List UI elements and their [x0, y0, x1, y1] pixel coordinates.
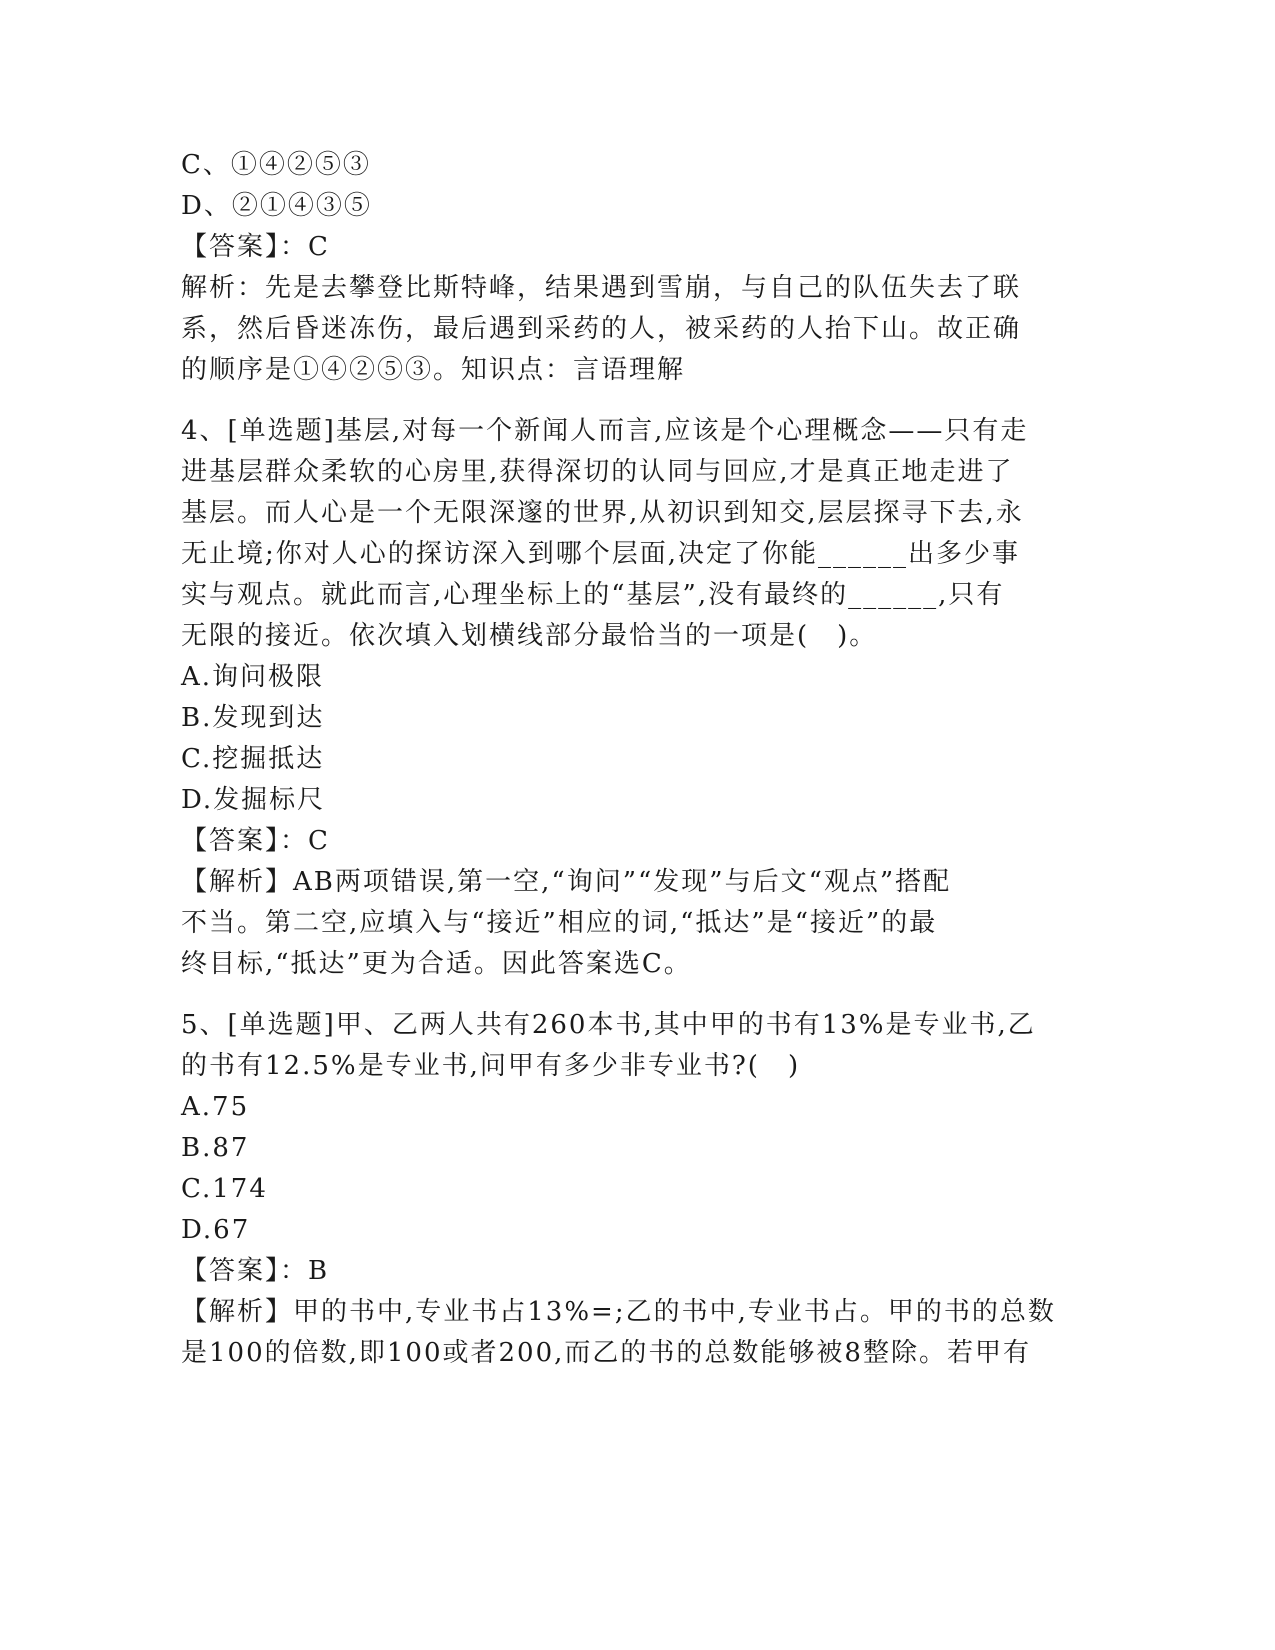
q5-analysis-line: 是100的倍数,即100或者200,而乙的书的总数能够被8整除。若甲有 — [181, 1338, 1031, 1368]
q4-option-b: B.发现到达 — [181, 703, 325, 733]
q4-analysis — [181, 862, 1041, 985]
q5-option-c: C.174 — [181, 1174, 268, 1204]
q4-option-c: C.挖掘抵达 — [181, 744, 325, 774]
q3-option-d: D、②①④③⑤ — [181, 191, 372, 221]
q4-analysis-line: 不当。第二空,应填入与“接近”相应的词,“抵达”是“接近”的最 — [181, 908, 938, 938]
document-page — [181, 145, 1056, 1374]
q5-stem — [181, 1005, 1041, 1087]
q4-stem-line: 4、[单选题]基层,对每一个新闻人而言,应该是个心理概念——只有走 — [181, 416, 1029, 446]
q5-analysis-line: 【解析】甲的书中,专业书占13%=;乙的书中,专业书占。甲的书的总数 — [181, 1297, 1056, 1327]
q4-analysis-line: 终目标,“抵达”更为合适。因此答案选C。 — [181, 949, 692, 979]
spacer — [181, 391, 1041, 411]
q5-answer: 【答案】：B — [181, 1256, 330, 1286]
q5-stem-line: 5、[单选题]甲、乙两人共有260本书,其中甲的书有13%是专业书,乙 — [181, 1010, 1036, 1040]
spacer — [181, 985, 1041, 1005]
q4-stem-line: 基层。而人心是一个无限深邃的世界,从初识到知交,层层探寻下去,永 — [181, 498, 1024, 528]
q4-analysis-line: 【解析】AB两项错误,第一空,“询问”“发现”与后文“观点”搭配 — [181, 867, 952, 897]
q4-answer: 【答案】：C — [181, 826, 330, 856]
question-5 — [181, 1005, 1056, 1374]
q3-analysis — [181, 268, 1041, 391]
q5-option-d: D.67 — [181, 1215, 251, 1245]
q4-stem-line: 进基层群众柔软的心房里,获得深切的认同与回应,才是真正地走进了 — [181, 457, 1014, 487]
question-4 — [181, 411, 1041, 985]
q3-analysis-line: 解析：先是去攀登比斯特峰，结果遇到雪崩，与自己的队伍失去了联 — [181, 273, 1022, 303]
q5-stem-line: 的书有12.5%是专业书,问甲有多少非专业书?( ) — [181, 1051, 801, 1081]
q5-analysis — [181, 1292, 1056, 1374]
q4-stem-line: 无止境;你对人心的探访深入到哪个层面,决定了你能______出多少事 — [181, 539, 1021, 569]
q5-option-b: B.87 — [181, 1133, 250, 1163]
q4-stem-line: 实与观点。就此而言,心理坐标上的“基层”,没有最终的______,只有 — [181, 580, 1005, 610]
q3-option-c: C、①④②⑤③ — [181, 150, 371, 180]
q4-option-a: A.询问极限 — [181, 662, 325, 692]
q3-analysis-line: 的顺序是①④②⑤③。知识点：言语理解 — [181, 355, 686, 385]
q4-stem — [181, 411, 1041, 657]
question-3-tail — [181, 145, 1041, 391]
q3-analysis-line: 系，然后昏迷冻伤，最后遇到采药的人，被采药的人抬下山。故正确 — [181, 314, 1022, 344]
q4-option-d: D.发掘标尺 — [181, 785, 326, 815]
q4-stem-line: 无限的接近。依次填入划横线部分最恰当的一项是( )。 — [181, 621, 878, 651]
q3-answer: 【答案】：C — [181, 232, 330, 262]
q5-option-a: A.75 — [181, 1092, 250, 1122]
